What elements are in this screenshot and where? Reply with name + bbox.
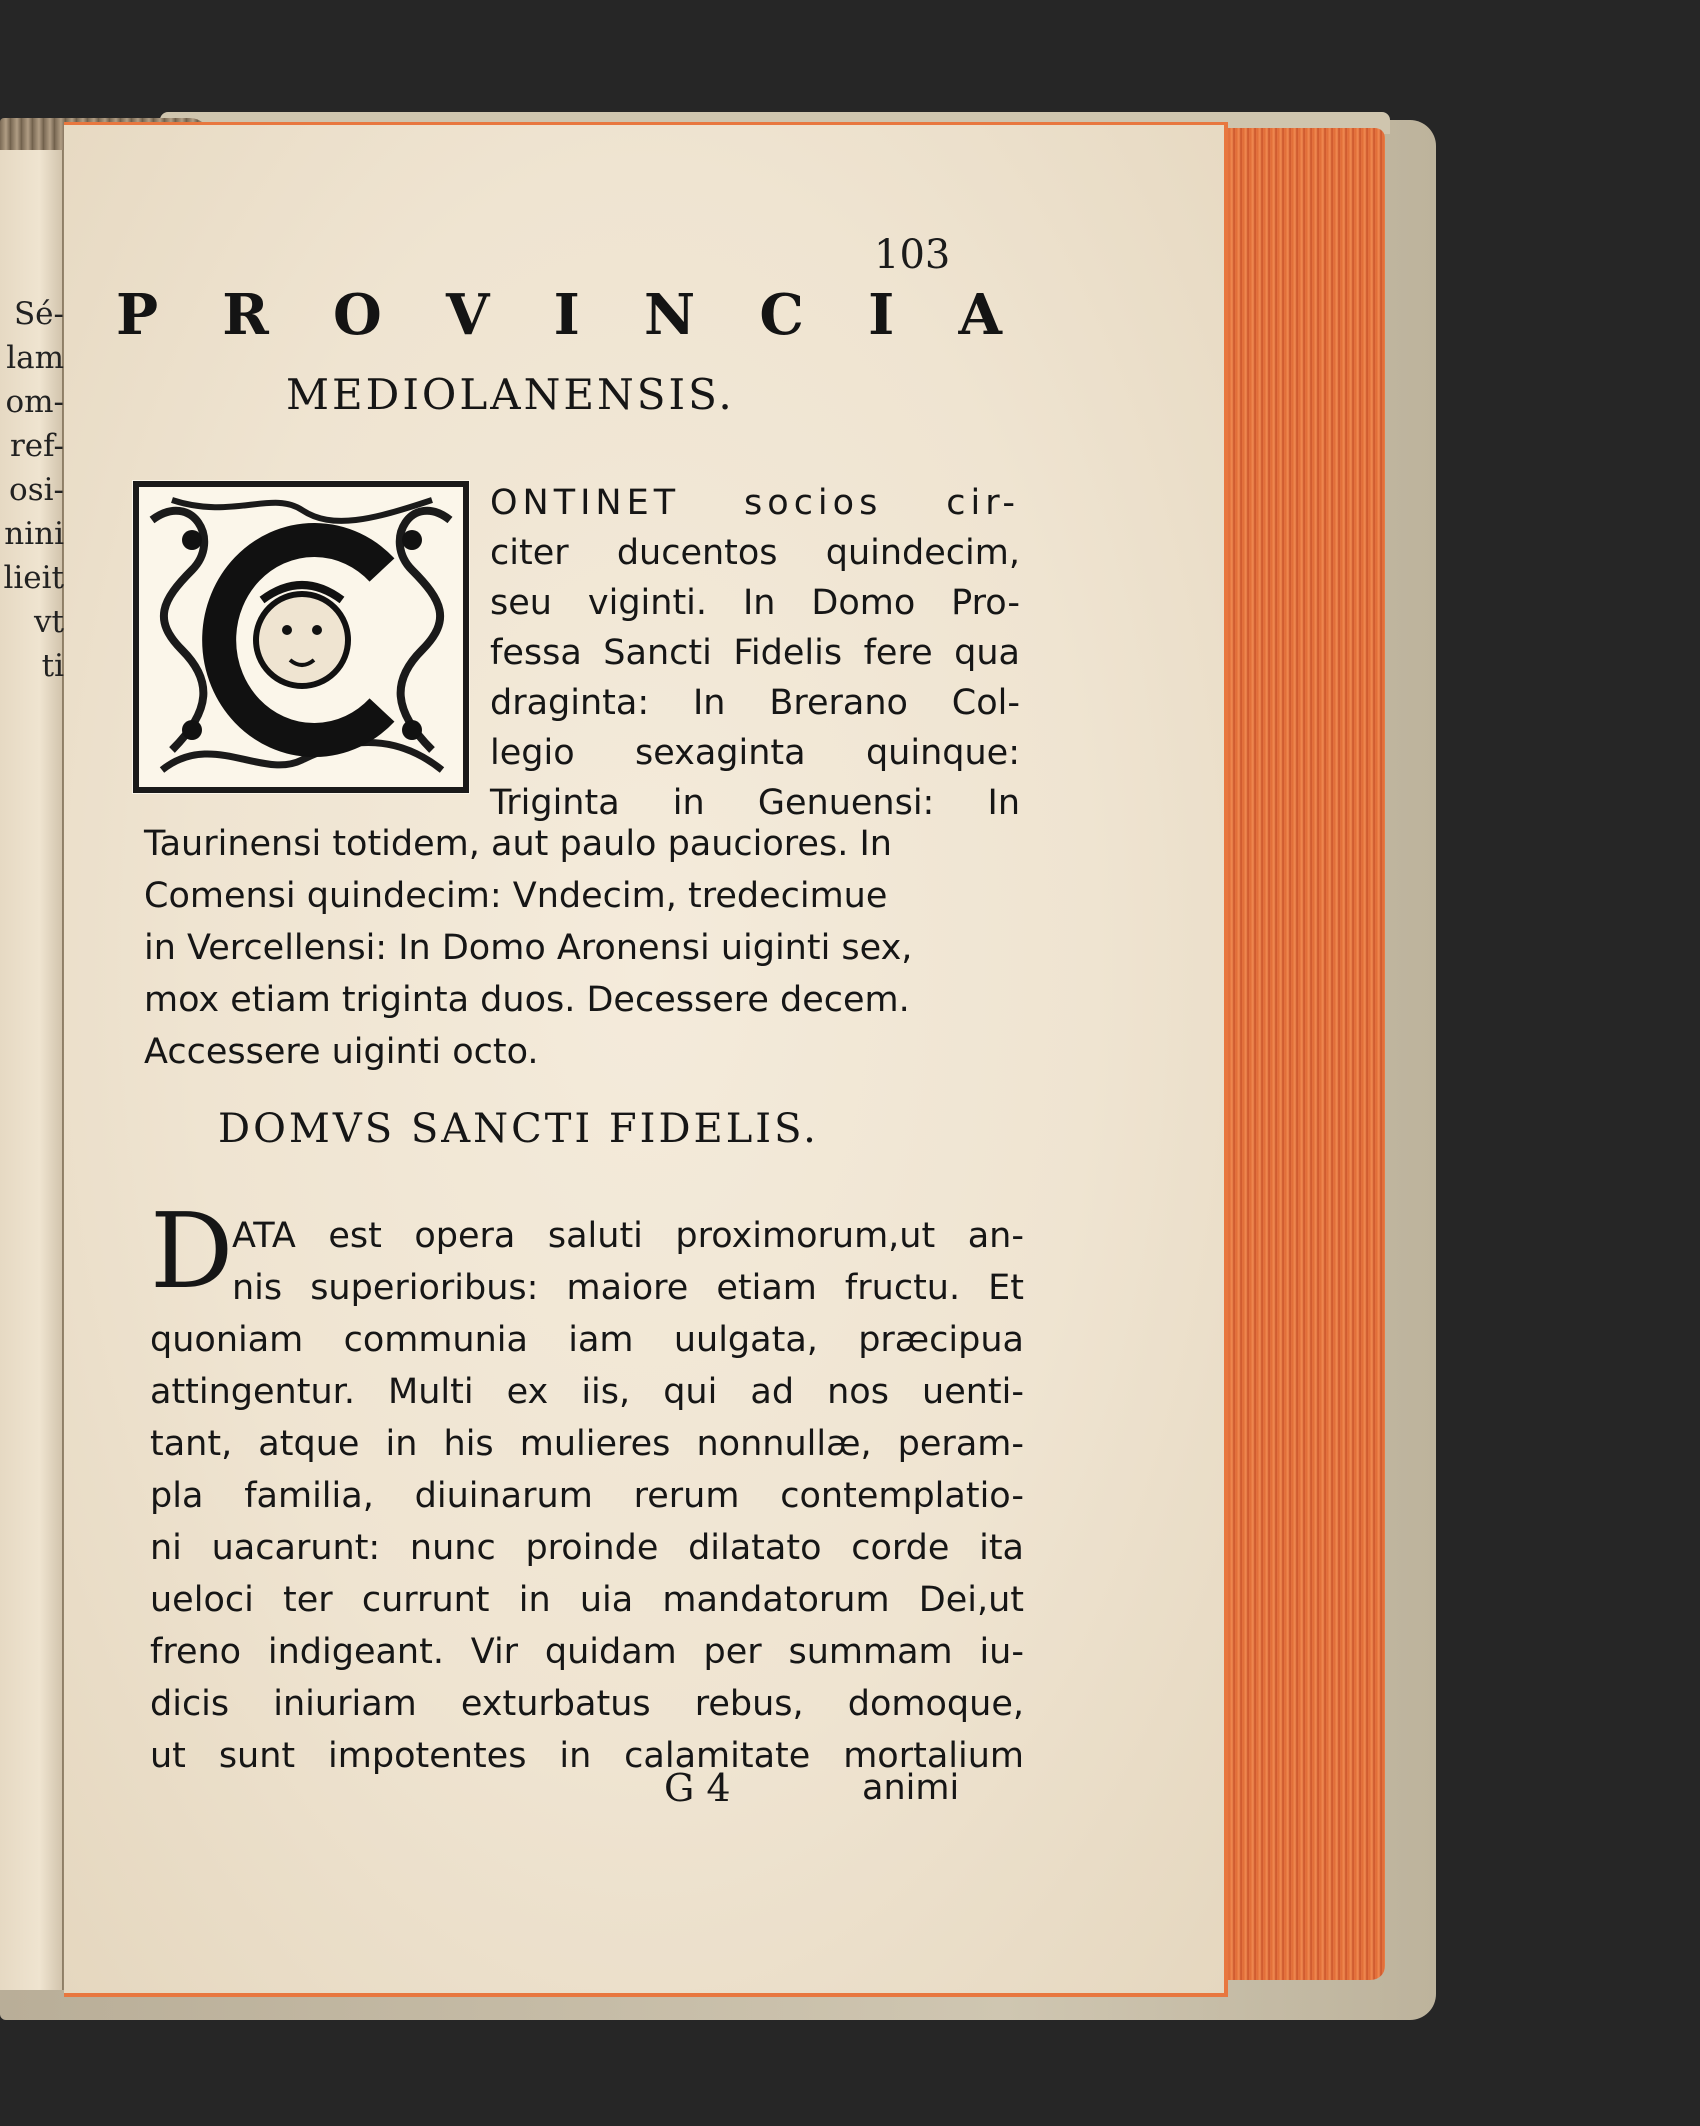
- text-line: Accessere uiginti octo.: [144, 1032, 539, 1072]
- left-page-text-fragments: [2, 292, 64, 688]
- running-head-letter: I: [553, 282, 584, 348]
- text-line: pla familia, diuinarum rerum contemplatio-: [150, 1476, 1024, 1516]
- drop-cap-d: D: [150, 1190, 234, 1312]
- left-page-fragment: nini: [4, 516, 64, 552]
- text-line: mox etiam triginta duos. Decessere decem.: [144, 980, 910, 1020]
- text-line: tant, atque in his mulieres nonnullæ, peram-: [150, 1424, 1024, 1464]
- text-line: ATA est opera saluti proximorum,ut an-: [232, 1216, 1024, 1256]
- text-line: ut sunt impotentes in calamitate mortalium: [150, 1736, 1024, 1776]
- running-head-letter: R: [222, 282, 273, 348]
- decorated-initial-c: [132, 480, 470, 794]
- signature-mark: G 4: [664, 1766, 731, 1810]
- text-line: dicis iniuriam exturbatus rebus, domoque,: [150, 1684, 1024, 1724]
- text-line: fessa Sancti Fidelis fere qua: [490, 633, 1020, 673]
- left-page-fragment: lam: [6, 340, 64, 376]
- left-page-fragment: ref-: [9, 428, 64, 464]
- text-line: attingentur. Multi ex iis, qui ad nos uenti-: [150, 1372, 1024, 1412]
- left-page-fragment: Sé-: [13, 296, 64, 332]
- paragraph-1-continuation: [144, 818, 1026, 1078]
- left-page-fragment: ti: [41, 648, 64, 684]
- subheading: MEDIOLANENSIS.: [286, 370, 735, 419]
- text-line: quoniam communia iam uulgata, præcipua: [150, 1320, 1024, 1360]
- running-head-letter: I: [868, 282, 899, 348]
- paragraph-2-body: [150, 1314, 1024, 1782]
- section-title: DOMVS SANCTI FIDELIS.: [218, 1106, 819, 1152]
- left-page-fragment: lieit: [3, 560, 64, 596]
- page-number: 103: [874, 232, 951, 278]
- left-page-fragment: osi-: [9, 472, 64, 508]
- text-line: nis superioribus: maiore etiam fructu. Et: [232, 1268, 1024, 1308]
- text-line: freno indigeant. Vir quidam per summam iu-: [150, 1632, 1024, 1672]
- text-line: ONTINET socios cir-: [490, 483, 1020, 523]
- text-line: legio sexaginta quinque:: [490, 733, 1020, 773]
- text-line: seu viginti. In Domo Pro-: [490, 583, 1020, 623]
- page-fore-edge: [1215, 128, 1385, 1980]
- text-line: draginta: In Brerano Col-: [490, 683, 1020, 723]
- running-head-letter: P: [116, 282, 163, 348]
- left-page-fragment: vt: [34, 604, 64, 640]
- text-line: citer ducentos quindecim,: [490, 533, 1020, 573]
- ornamental-initial-graphic: [132, 480, 470, 794]
- running-head-letter: O: [333, 282, 386, 348]
- running-head-letter: N: [643, 282, 700, 348]
- running-head: [116, 282, 1006, 348]
- catchword: animi: [862, 1768, 960, 1808]
- paragraph-2-beside-initial: [232, 1210, 1024, 1314]
- text-line: ueloci ter currunt in uia mandatorum Dei,ut: [150, 1580, 1024, 1620]
- running-head-letter: V: [445, 282, 494, 348]
- running-head-letter: A: [958, 282, 1006, 348]
- text-line: Taurinensi totidem, aut paulo pauciores. In: [144, 824, 892, 864]
- text-line: Triginta in Genuensi: In: [490, 783, 1020, 823]
- running-head-letter: C: [759, 282, 808, 348]
- text-line: ni uacarunt: nunc proinde dilatato corde ita: [150, 1528, 1024, 1568]
- paragraph-1-beside-initial: [490, 478, 1020, 828]
- text-line: in Vercellensi: In Domo Aronensi uiginti sex,: [144, 928, 913, 968]
- left-page-fragment: om-: [5, 384, 64, 420]
- text-line: Comensi quindecim: Vndecim, tredecimue: [144, 876, 888, 916]
